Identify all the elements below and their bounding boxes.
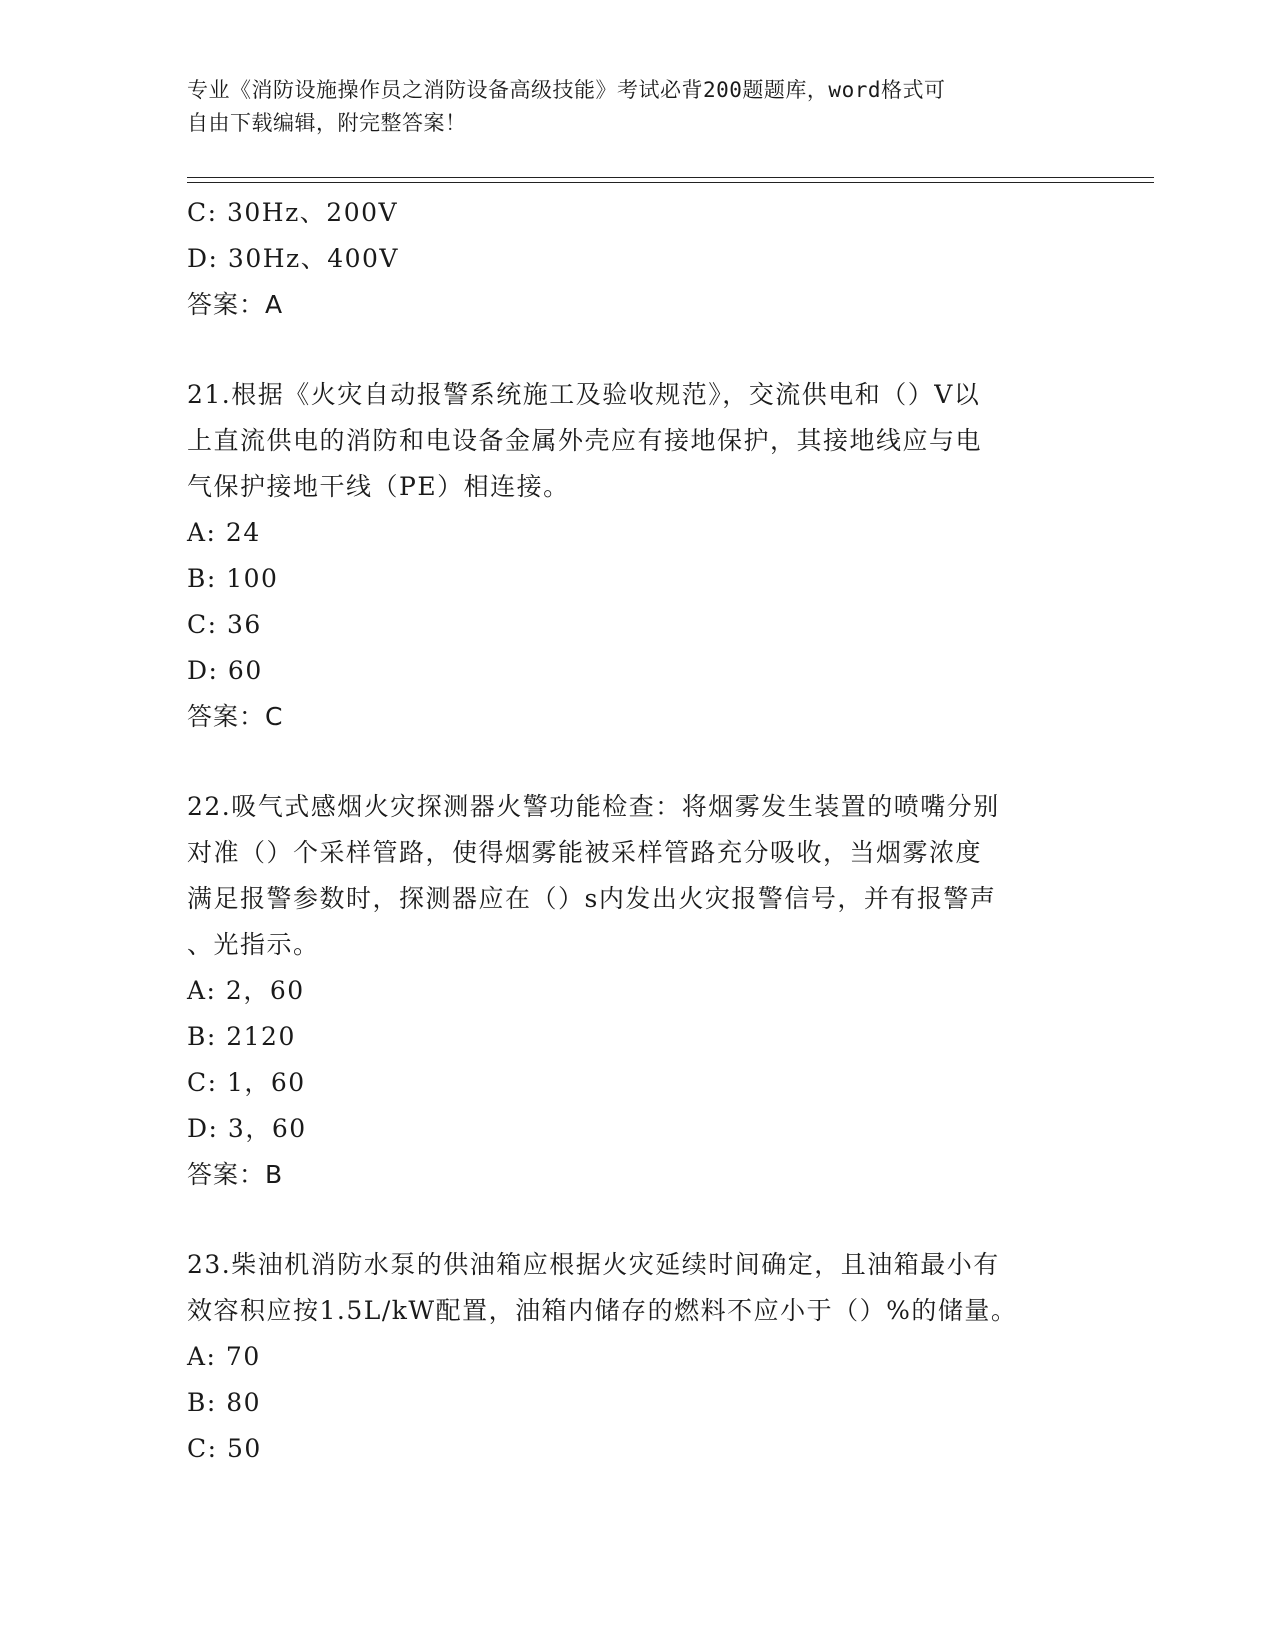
- question-text-line: 对准（）个采样管路，使得烟雾能被采样管路充分吸收，当烟雾浓度: [187, 838, 983, 867]
- option-c: C: 50: [187, 1434, 262, 1463]
- question-23: [187, 1242, 1087, 1472]
- question-text-line: 满足报警参数时，探测器应在（）s内发出火灾报警信号，并有报警声: [187, 884, 997, 913]
- option-d: D: 3，60: [187, 1114, 307, 1143]
- option-a: A: 70: [187, 1342, 261, 1371]
- question-text-line: 22.吸气式感烟火灾探测器火警功能检查：将烟雾发生装置的喷嘴分别: [187, 792, 1000, 821]
- question-text-line: 气保护接地干线（PE）相连接。: [187, 472, 570, 501]
- question-text-line: 上直流供电的消防和电设备金属外壳应有接地保护，其接地线应与电: [187, 426, 983, 455]
- header-divider-bottom: [187, 182, 1154, 183]
- question-text-line: 、光指示。: [187, 930, 320, 959]
- answer-line: 答案：C: [187, 702, 284, 731]
- header-title-line-2: 自由下载编辑，附完整答案！: [187, 111, 467, 135]
- option-b: B: 100: [187, 564, 279, 593]
- answer-line: 答案：B: [187, 1160, 284, 1189]
- answer-line: 答案：A: [187, 290, 284, 319]
- header-title-line-1: 专业《消防设施操作员之消防设备高级技能》考试必背200题题库，word格式可: [187, 78, 946, 102]
- question-spacer: [187, 740, 1087, 784]
- question-text-line: 效容积应按1.5L/kW配置，油箱内储存的燃料不应小于（）%的储量。: [187, 1296, 1018, 1325]
- question-content: [187, 190, 1087, 1472]
- question-22: [187, 784, 1087, 1198]
- question-21: [187, 372, 1087, 740]
- option-a: A: 24: [187, 518, 261, 547]
- option-c: C: 30Hz、200V: [187, 198, 399, 227]
- option-c: C: 36: [187, 610, 262, 639]
- prev-question-tail: [187, 190, 1087, 328]
- document-header: [187, 74, 1087, 140]
- header-divider-top: [187, 177, 1154, 178]
- question-text-line: 21.根据《火灾自动报警系统施工及验收规范》，交流供电和（）V以: [187, 380, 981, 409]
- option-b: B: 80: [187, 1388, 262, 1417]
- option-d: D: 60: [187, 656, 263, 685]
- option-c: C: 1，60: [187, 1068, 306, 1097]
- option-a: A: 2，60: [187, 976, 305, 1005]
- question-spacer: [187, 1198, 1087, 1242]
- question-text-line: 23.柴油机消防水泵的供油箱应根据火灾延续时间确定，且油箱最小有: [187, 1250, 1000, 1279]
- option-b: B: 2120: [187, 1022, 296, 1051]
- option-d: D: 30Hz、400V: [187, 244, 399, 273]
- question-spacer: [187, 328, 1087, 372]
